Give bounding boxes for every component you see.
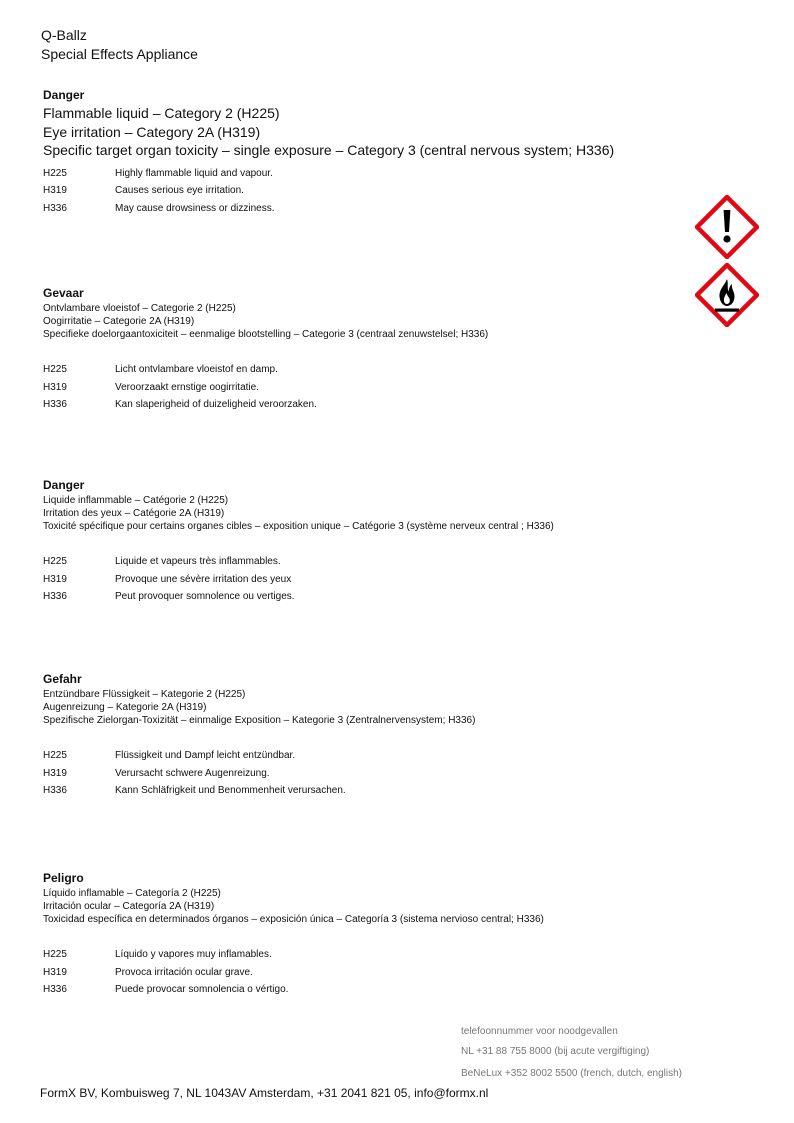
emergency-phone-benelux: BeNeLux +352 8002 5500 (french, dutch, english)	[461, 1068, 682, 1079]
hazard-statement-row	[43, 588, 554, 606]
hazard-text: Líquido y vapores muy inflamables.	[115, 949, 272, 960]
hazard-statement-row	[43, 782, 475, 800]
classification-line: Augenreizung – Kategorie 2A (H319)	[43, 702, 207, 713]
hazard-code: H225	[43, 750, 67, 761]
hazard-text: Verursacht schwere Augenreizung.	[115, 767, 270, 779]
emergency-label: telefoonnummer voor noodgevallen	[461, 1026, 618, 1037]
hazard-code: H225	[43, 949, 67, 960]
hazard-code: H225	[43, 364, 67, 375]
emergency-phone-nl: NL +31 88 755 8000 (bij acute vergiftiging)	[461, 1046, 650, 1057]
company-footer: FormX BV, Kombuisweg 7, NL 1043AV Amsterdam, +31 2041 821 05, info@formx.nl	[40, 1086, 489, 1100]
hazard-code: H336	[43, 785, 67, 796]
hazard-section-english	[43, 88, 614, 217]
hazard-statement-row	[43, 379, 488, 397]
signal-word: Peligro	[43, 871, 84, 885]
classification-line: Specific target organ toxicity – single exposure – Category 3 (central nervous system; H336)	[43, 142, 615, 158]
emergency-contact	[461, 1025, 682, 1089]
hazard-statement-row	[43, 182, 614, 200]
hazard-statement-row	[43, 396, 488, 414]
hazard-statement-row	[43, 981, 544, 999]
hazard-text: Puede provocar somnolencia o vértigo.	[115, 984, 289, 995]
hazard-section-german	[43, 672, 475, 800]
hazard-section-dutch	[43, 286, 488, 414]
hazard-statement-list	[43, 165, 614, 218]
product-header	[41, 26, 198, 64]
signal-word: Gefahr	[43, 672, 82, 686]
hazard-code: H319	[43, 381, 67, 393]
hazard-code: H225	[43, 167, 67, 179]
hazard-code: H336	[43, 399, 67, 410]
ghs-exclamation-mark-icon	[695, 195, 759, 259]
classification-list	[43, 302, 488, 341]
hazard-statement-row	[43, 964, 544, 982]
hazard-statement-list	[43, 946, 544, 999]
hazard-text: Highly flammable liquid and vapour.	[115, 167, 273, 179]
classification-line: Irritation des yeux – Catégorie 2A (H319)	[43, 508, 225, 519]
hazard-statement-row	[43, 765, 475, 783]
ghs-pictograms	[695, 195, 759, 331]
hazard-code: H319	[43, 573, 67, 585]
classification-list	[43, 104, 614, 160]
classification-line: Toxicité spécifique pour certains organes cibles – exposition unique – Catégorie 3 (système nerveux central ; H336)	[43, 521, 554, 532]
classification-line: Toxicidad específica en determinados órganos – exposición única – Categoría 3 (sistema nervioso central; H336)	[43, 914, 544, 925]
classification-line: Ontvlambare vloeistof – Categorie 2 (H225)	[43, 303, 236, 314]
hazard-statement-row	[43, 747, 475, 765]
classification-list	[43, 688, 475, 727]
hazard-statement-row	[43, 361, 488, 379]
hazard-statement-row	[43, 165, 614, 183]
classification-line: Liquide inflammable – Catégorie 2 (H225)	[43, 495, 229, 506]
classification-line: Specifieke doelorgaantoxiciteit – eenmalige blootstelling – Categorie 3 (centraal zenuwstelsel; H336)	[43, 329, 489, 340]
signal-word: Gevaar	[43, 286, 84, 300]
ghs-flame-icon	[695, 263, 759, 327]
hazard-text: Liquide et vapeurs très inflammables.	[115, 556, 281, 567]
hazard-statement-row	[43, 571, 554, 589]
hazard-code: H336	[43, 202, 67, 214]
hazard-text: Causes serious eye irritation.	[115, 185, 244, 196]
signal-word: Danger	[43, 478, 85, 492]
hazard-text: Provoca irritación ocular grave.	[115, 966, 253, 978]
classification-line: Entzündbare Flüssigkeit – Kategorie 2 (H225)	[43, 689, 246, 700]
hazard-section-spanish	[43, 871, 544, 999]
hazard-code: H336	[43, 984, 67, 995]
hazard-text: May cause drowsiness or dizziness.	[115, 202, 275, 214]
hazard-text: Veroorzaakt ernstige oogirritatie.	[115, 381, 259, 393]
classification-line: Spezifische Zielorgan-Toxizität – einmalige Exposition – Kategorie 3 (Zentralnervensystem; H336)	[43, 715, 476, 726]
hazard-section-french	[43, 478, 554, 606]
product-name: Q-Ballz	[41, 27, 87, 43]
hazard-text: Kann Schläfrigkeit und Benommenheit verursachen.	[115, 785, 346, 796]
hazard-code: H319	[43, 185, 67, 196]
hazard-statement-row	[43, 200, 614, 218]
signal-word: Danger	[43, 88, 85, 102]
classification-list	[43, 887, 544, 926]
hazard-text: Flüssigkeit und Dampf leicht entzündbar.	[115, 750, 296, 761]
hazard-text: Licht ontvlambare vloeistof en damp.	[115, 364, 278, 375]
classification-line: Flammable liquid – Category 2 (H225)	[43, 105, 280, 121]
hazard-code: H336	[43, 591, 67, 602]
hazard-text: Kan slaperigheid of duizeligheid veroorzaken.	[115, 399, 317, 410]
hazard-code: H319	[43, 767, 67, 779]
hazard-statement-list	[43, 553, 554, 606]
hazard-text: Provoque une sévère irritation des yeux	[115, 573, 292, 585]
classification-list	[43, 494, 554, 533]
hazard-statement-row	[43, 946, 544, 964]
hazard-statement-list	[43, 361, 488, 414]
hazard-statement-list	[43, 747, 475, 800]
classification-line: Líquido inflamable – Categoría 2 (H225)	[43, 888, 221, 899]
classification-line: Oogirritatie – Categorie 2A (H319)	[43, 316, 195, 327]
hazard-text: Peut provoquer somnolence ou vertiges.	[115, 591, 295, 602]
hazard-code: H319	[43, 966, 67, 978]
classification-line: Eye irritation – Category 2A (H319)	[43, 123, 261, 140]
product-description: Special Effects Appliance	[41, 46, 198, 62]
hazard-code: H225	[43, 556, 67, 567]
hazard-statement-row	[43, 553, 554, 571]
classification-line: Irritación ocular – Categoría 2A (H319)	[43, 901, 215, 912]
